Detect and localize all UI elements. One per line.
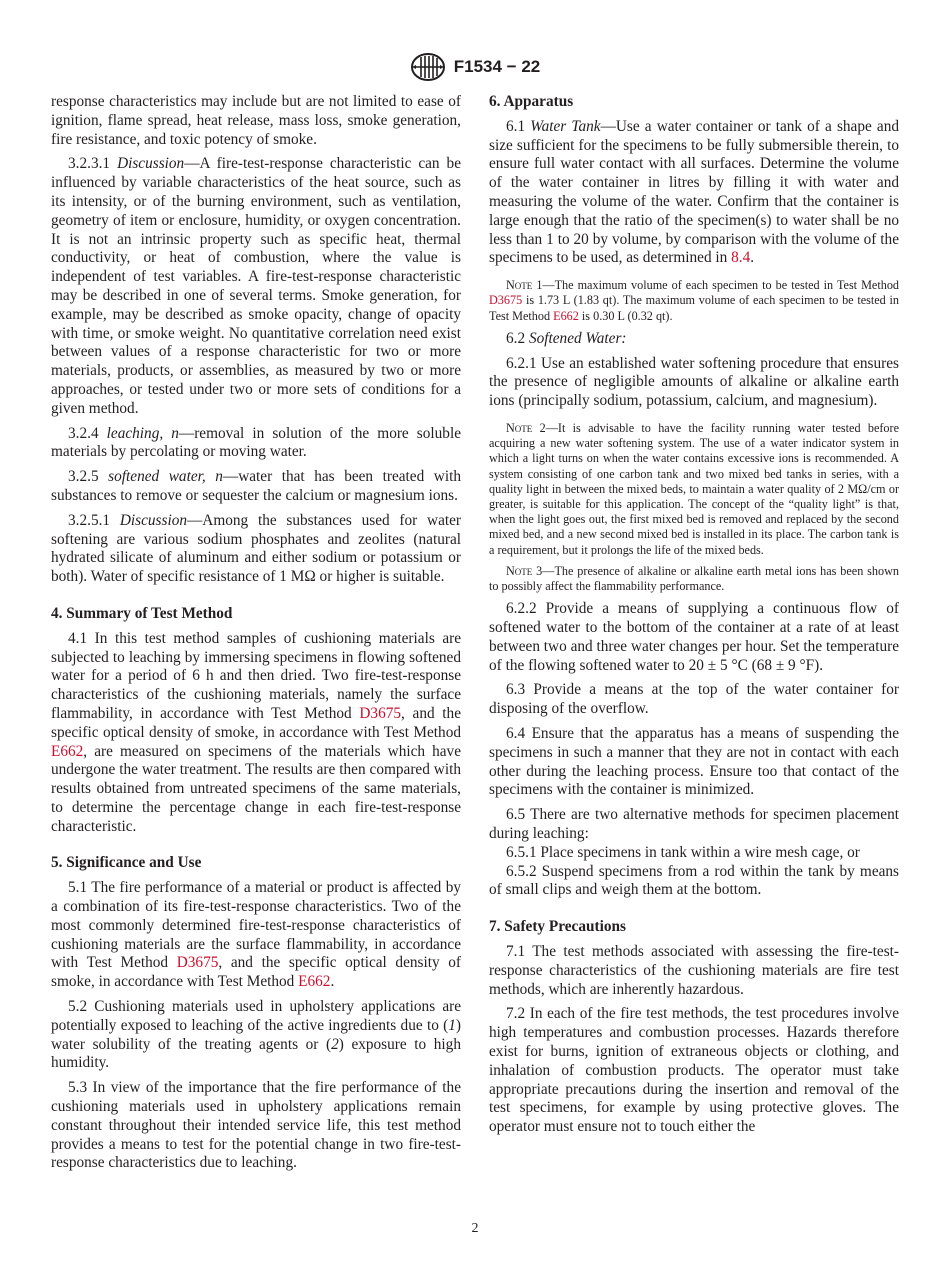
link-d3675[interactable]: D3675	[489, 293, 523, 308]
paragraph-text: , and the specific optical density of smoke, in accordance with Test Method	[51, 954, 462, 991]
note-text: —The maximum volume of each specimen to be tested in Test Method	[542, 278, 900, 293]
note-label: Note 1	[506, 278, 543, 293]
paragraph-text: —Among the substances used for water softening are various sodium phosphates and zeolites (natural hydrated silicate of aluminum and either sodium or potassium or both). Water of specific resistance of 1 MΩ or higher is suitable.	[51, 511, 462, 586]
link-e662[interactable]: E662	[51, 742, 84, 760]
paragraph-text: ) water solubility of the treating agents or (	[51, 1016, 461, 1053]
term: Discussion	[119, 511, 187, 529]
paragraph-6-3: 6.3 Provide a means at the top of the water container for disposing of the overflow.	[489, 681, 899, 718]
note-label: Note 3	[506, 563, 543, 578]
section-heading-5: 5. Significance and Use	[51, 854, 202, 872]
link-section-8-4[interactable]: 8.4	[731, 249, 751, 267]
page-header	[0, 52, 950, 82]
note-1	[489, 278, 899, 324]
link-e662[interactable]: E662	[298, 973, 331, 991]
note-text: —It is advisable to have the facility running water tested before acquiring a new water softening system. The use of a water indicator system in which a light turns on when the water contains excessive ions is recommended. A system consisting of one carbon tank and two mixed bed tanks in series, with a quality light in between the mixed beds, to maintain a water quality of 2 MΩ/cm or greater, is suitable for this application. The concept of the “quality light” is that, when the light goes out, the first mixed bed is removed and replaced by the second mixed bed, and a new second mixed bed is installed in its place. The carbon tank is a requirement, but it prolongs the life of the mixed beds.	[489, 420, 899, 557]
right-column	[489, 93, 899, 1143]
note-2	[489, 421, 899, 558]
document-id: F1534 − 22	[453, 57, 541, 76]
paragraph-text: —removal in solution of the more soluble materials by percolating or moving water.	[51, 424, 461, 461]
section-number: 6.2	[506, 329, 526, 347]
paragraph-3-2-5	[51, 468, 461, 506]
list-number: 1	[448, 1016, 456, 1034]
paragraph-6-5: 6.5 There are two alternative methods for specimen placement during leaching:	[489, 806, 899, 842]
link-e662[interactable]: E662	[553, 308, 579, 323]
note-label: Note 2	[506, 420, 546, 435]
paragraph-6-5-2: 6.5.2 Suspend specimens from a rod within the tank by means of small clips and weigh them at the bottom.	[489, 862, 899, 899]
link-d3675[interactable]: D3675	[359, 704, 402, 722]
paragraph-3-2-4	[51, 425, 461, 463]
section-number: 3.2.3.1	[68, 155, 111, 173]
paragraph-text: 5.1 The fire performance of a material or product is affected by a combination of its fire-test-response characteristics. Two of the most commonly determined fire-test-response characteristics of cushioning materials are the surface flammability, in accordance with Test Method	[51, 879, 461, 972]
paragraph-5-2	[51, 998, 461, 1073]
term: leaching, n	[106, 424, 179, 442]
section-heading-7: 7. Safety Precautions	[489, 918, 626, 936]
paragraph-4-1	[51, 630, 461, 837]
paragraph-text: 4.1 In this test method samples of cushioning materials are subjected to leaching by immersing specimens in flowing softened water for a period of 6 h and then dried. Two fire-test-response characteristics of the cushioning materials, namely the surface flammability, in accordance with Test Method	[51, 629, 461, 722]
paragraph-text: —A fire-test-response characteristic can be influenced by variable characteristics of the heat source, such as its intensity, or of the burning environment, such as ventilation, geometry of item or enclosure, humidity, or oxygen concentration. It is not an intrinsic property such as specific heat, thermal conductivity, or heat of combustion, where the value is independent of test variables. A fire-test-response characteristic may be described in one of several terms. Smoke generation, for example, may be described as smoke opacity, change of opacity with time, or smoke weight. No quantitative correlation need exist between values of a response characteristic for two or more materials, products, or assemblies, as measured by two or more approaches, or tested under two or more sets of conditions for a given method.	[51, 155, 461, 417]
paragraph-text: .	[330, 973, 335, 991]
paragraph-6-4: 6.4 Ensure that the apparatus has a means of suspending the specimens in such a manner that they are not in contact with each other during the leaching process. Ensure too that contact of the specimens with the container is minimized.	[489, 724, 899, 799]
paragraph-5-3: 5.3 In view of the importance that the fire performance of the cushioning materials used in upholstery applications remain constant throughout their intended service life, this test method provides a means to test for the potential change in two fire-test-response characteristics due to leaching.	[51, 1079, 461, 1172]
paragraph-text: .	[750, 249, 755, 267]
section-number: 3.2.4	[68, 424, 99, 442]
link-d3675[interactable]: D3675	[176, 954, 219, 972]
paragraph-5-1	[51, 879, 461, 992]
section-number: 3.2.5	[68, 468, 99, 486]
paragraph-3-2-3-1	[51, 155, 461, 418]
paragraph-6-1	[489, 118, 899, 268]
note-text: —The presence of alkaline or alkaline earth metal ions has been shown to possibly affect the flammability performance.	[489, 563, 899, 593]
astm-logo-icon	[410, 52, 446, 82]
term: softened water, n	[108, 468, 223, 486]
term: Water Tank	[530, 117, 601, 135]
term: Discussion	[117, 155, 185, 173]
paragraph-text: ) exposure to high humidity.	[51, 1035, 461, 1072]
paragraph-text: , are measured on specimens of the materials which have undergone the water treatment. The results are then compared with results obtained from untreated specimens of the same materials, to determine the percentage change in each fire-test-response characteristic.	[51, 742, 461, 835]
note-3	[489, 564, 899, 594]
paragraph-6-2	[489, 330, 899, 349]
paragraph-6-2-2: 6.2.2 Provide a means of supplying a continuous flow of softened water to the bottom of the container at a rate of at least between two and three water changes per hour. Set the temperature of the flowing softened water to 20 ± 5 °C (68 ± 9 °F).	[489, 600, 899, 674]
section-heading-4: 4. Summary of Test Method	[51, 604, 233, 622]
section-heading-6: 6. Apparatus	[489, 93, 574, 110]
paragraph-3-2-5-1	[51, 512, 461, 587]
paragraph-7-2: 7.2 In each of the fire test methods, the test procedures involve high temperatures and combustion processes. Hazards therefore exist for burns, ignition of extraneous objects or clothing, and inhalation of combustion products. The operator must take appropriate precautions during the insertion and removal of the test specimens, for example by using protective gloves. The operator must ensure not to touch either the	[489, 1005, 899, 1136]
list-number: 2	[331, 1035, 339, 1053]
paragraph-6-5-1: 6.5.1 Place specimens in tank within a wire mesh cage, or	[506, 843, 860, 861]
paragraph-text: , and the specific optical density of smoke, in accordance with Test Method	[51, 704, 461, 741]
paragraph-text: —water that has been treated with substances to remove or sequester the calcium or magnesium ions.	[51, 468, 462, 504]
paragraph-text: 5.2 Cushioning materials used in upholstery applications are potentially exposed to leaching of the active ingredients due to (	[51, 998, 461, 1034]
paragraph-7-1: 7.1 The test methods associated with assessing the fire-test-response characteristics of the cushioning materials are fire test methods, which are inherently hazardous.	[489, 942, 899, 998]
paragraph-continuation: response characteristics may include but are not limited to ease of ignition, flame spread, heat release, mass loss, smoke generation, fire resistance, and toxic potency of smoke.	[51, 93, 461, 148]
section-number: 6.1	[506, 117, 526, 135]
term: Softened Water:	[528, 329, 627, 347]
note-text: is 0.30 L (0.32 qt).	[578, 308, 673, 323]
paragraph-text: —Use a water container or tank of a shape and size sufficient for the specimens to be fully submersible therein, to ensure full water contact with all surfaces. Determine the volume of the water container in litres by filling it with water and measuring the volume of the water. Confirm that the container is large enough that the ratio of the specimen(s) to water shall be no less than 1 to 20 by volume, by comparison with the volume of the specimens to be used, as determined in	[489, 117, 899, 267]
section-number: 3.2.5.1	[68, 511, 111, 529]
left-column	[51, 93, 461, 1179]
page-number: 2	[471, 1221, 479, 1236]
paragraph-6-2-1: 6.2.1 Use an established water softening procedure that ensures the presence of negligible amounts of alkaline or alkaline earth ions (principally sodium, potassium, calcium, and magnesium).	[489, 354, 899, 410]
note-text: is 1.73 L (1.83 qt). The maximum volume of each specimen to be tested in Test Method	[489, 293, 899, 323]
